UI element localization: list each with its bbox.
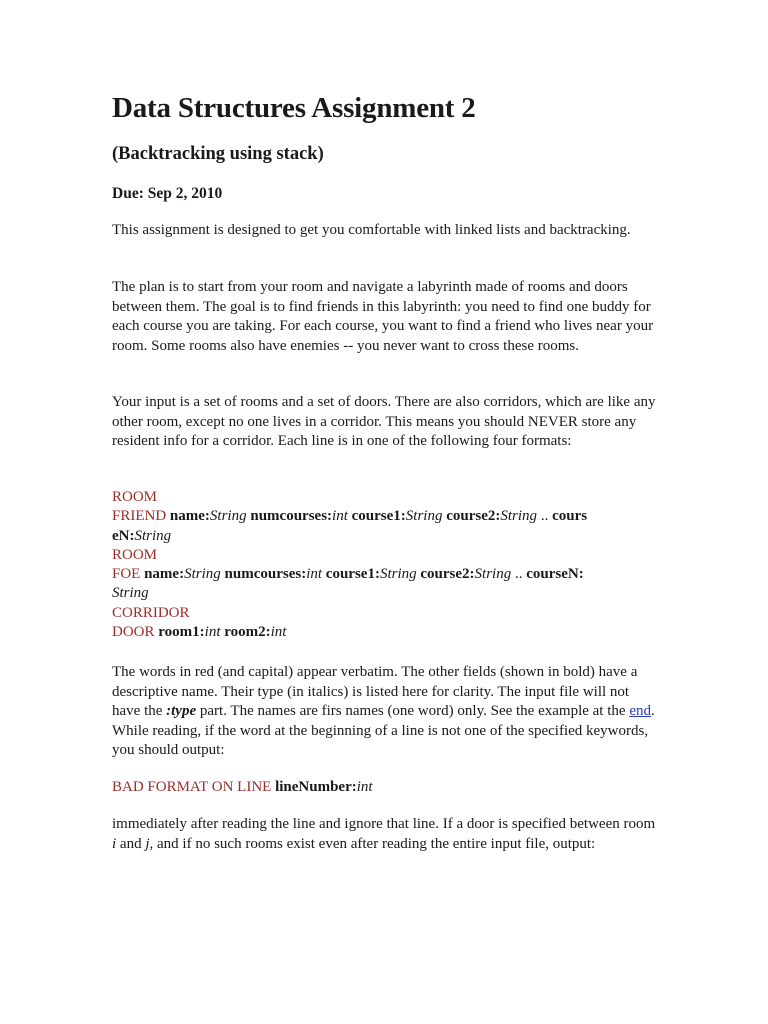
ellipsis: .. <box>540 508 549 525</box>
end-link[interactable]: end <box>629 703 651 719</box>
type-string: String <box>474 566 512 583</box>
format-list <box>112 488 657 642</box>
keyword-foe: FOE <box>112 566 141 583</box>
keyword-bad-format: BAD FORMAT ON LINE <box>112 779 272 795</box>
type-keyword: :type <box>166 703 197 719</box>
door-error-paragraph <box>112 815 657 854</box>
keyword-room: ROOM <box>112 489 158 505</box>
door-error-text-3: , and if no such rooms exist even after reading the entire input file, output: <box>149 835 596 852</box>
intro-paragraph: This assignment is designed to get you comfortable with linked lists and backtracking. <box>112 222 631 238</box>
var-i: i <box>112 835 117 852</box>
field-room1: room1: <box>158 624 205 641</box>
field-name: name: <box>169 508 210 525</box>
field-course2: course2: <box>446 508 501 525</box>
field-coursen-part1: cours <box>552 508 588 525</box>
ellipsis: .. <box>514 566 523 583</box>
format-foe-line-wrap <box>112 584 657 603</box>
format-friend-line <box>112 507 657 526</box>
field-course1: course1: <box>325 566 380 583</box>
format-friend-line-wrap <box>112 527 657 546</box>
input-description-paragraph: Your input is a set of rooms and a set of doors. There are also corridors, which are like any other room, except no one lives in a corridor. This means you should NEVER store any resident info for a corridor. Each line is in one of the following four formats: <box>112 394 656 449</box>
plan-paragraph: The plan is to start from your room and navigate a labyrinth made of rooms and doors between them. The goal is to find friends in this labyrinth: you need to find one buddy for each course you are taking. For each course, you want to find a friend who lives near your room. Some rooms also have enemies -- you never want to cross these rooms. <box>112 279 654 354</box>
type-int: int <box>356 779 373 795</box>
page-title: Data Structures Assignment 2 <box>112 92 476 124</box>
type-int: int <box>204 624 221 641</box>
type-string: String <box>184 566 221 583</box>
format-corridor-line <box>112 604 657 623</box>
field-linenumber: lineNumber: <box>275 779 357 795</box>
format-room-line <box>112 488 657 507</box>
keyword-friend: FRIEND <box>112 508 167 525</box>
type-string: String <box>134 527 172 544</box>
type-string: String <box>112 585 149 602</box>
explanation-text-3: . While reading, if the word at the beginning of a line is not one of the specified keywords, you should output: <box>112 703 655 758</box>
format-door-line <box>112 623 657 642</box>
explanation-text-1: The words in red (and capital) appear verbatim. The other fields (shown in bold) have a descriptive name. Their type (in italics) is listed here for clarity. The input file will not have the <box>112 664 638 719</box>
field-numcourses: numcourses: <box>224 566 307 583</box>
format-foe-line <box>112 565 657 584</box>
type-string: String <box>209 508 247 525</box>
page-subtitle: (Backtracking using stack) <box>112 144 324 164</box>
type-int: int <box>270 624 287 641</box>
explanation-paragraph <box>112 663 657 761</box>
type-string: String <box>405 508 443 525</box>
field-coursen-part2: eN: <box>112 527 135 544</box>
field-course2: course2: <box>420 566 475 583</box>
keyword-corridor: CORRIDOR <box>112 604 190 621</box>
door-error-text-1: immediately after reading the line and ignore that line. If a door is specified between room <box>112 816 656 832</box>
type-int: int <box>306 566 323 583</box>
keyword-door: DOOR <box>112 624 155 641</box>
due-date: Due: Sep 2, 2010 <box>112 185 223 202</box>
type-string: String <box>379 566 417 583</box>
var-j: j <box>145 835 150 852</box>
field-coursen: courseN: <box>526 566 584 583</box>
door-error-text-2: and <box>116 835 146 852</box>
bad-format-line <box>112 778 657 798</box>
field-course1: course1: <box>351 508 406 525</box>
explanation-text-2: part. The names are firs names (one word) only. See the example at the <box>196 703 630 719</box>
field-numcourses: numcourses: <box>250 508 333 525</box>
keyword-room: ROOM <box>112 546 158 563</box>
field-room2: room2: <box>224 624 271 641</box>
format-room-line-2 <box>112 546 657 565</box>
type-string: String <box>500 508 538 525</box>
field-name: name: <box>144 566 185 583</box>
type-int: int <box>332 508 348 525</box>
